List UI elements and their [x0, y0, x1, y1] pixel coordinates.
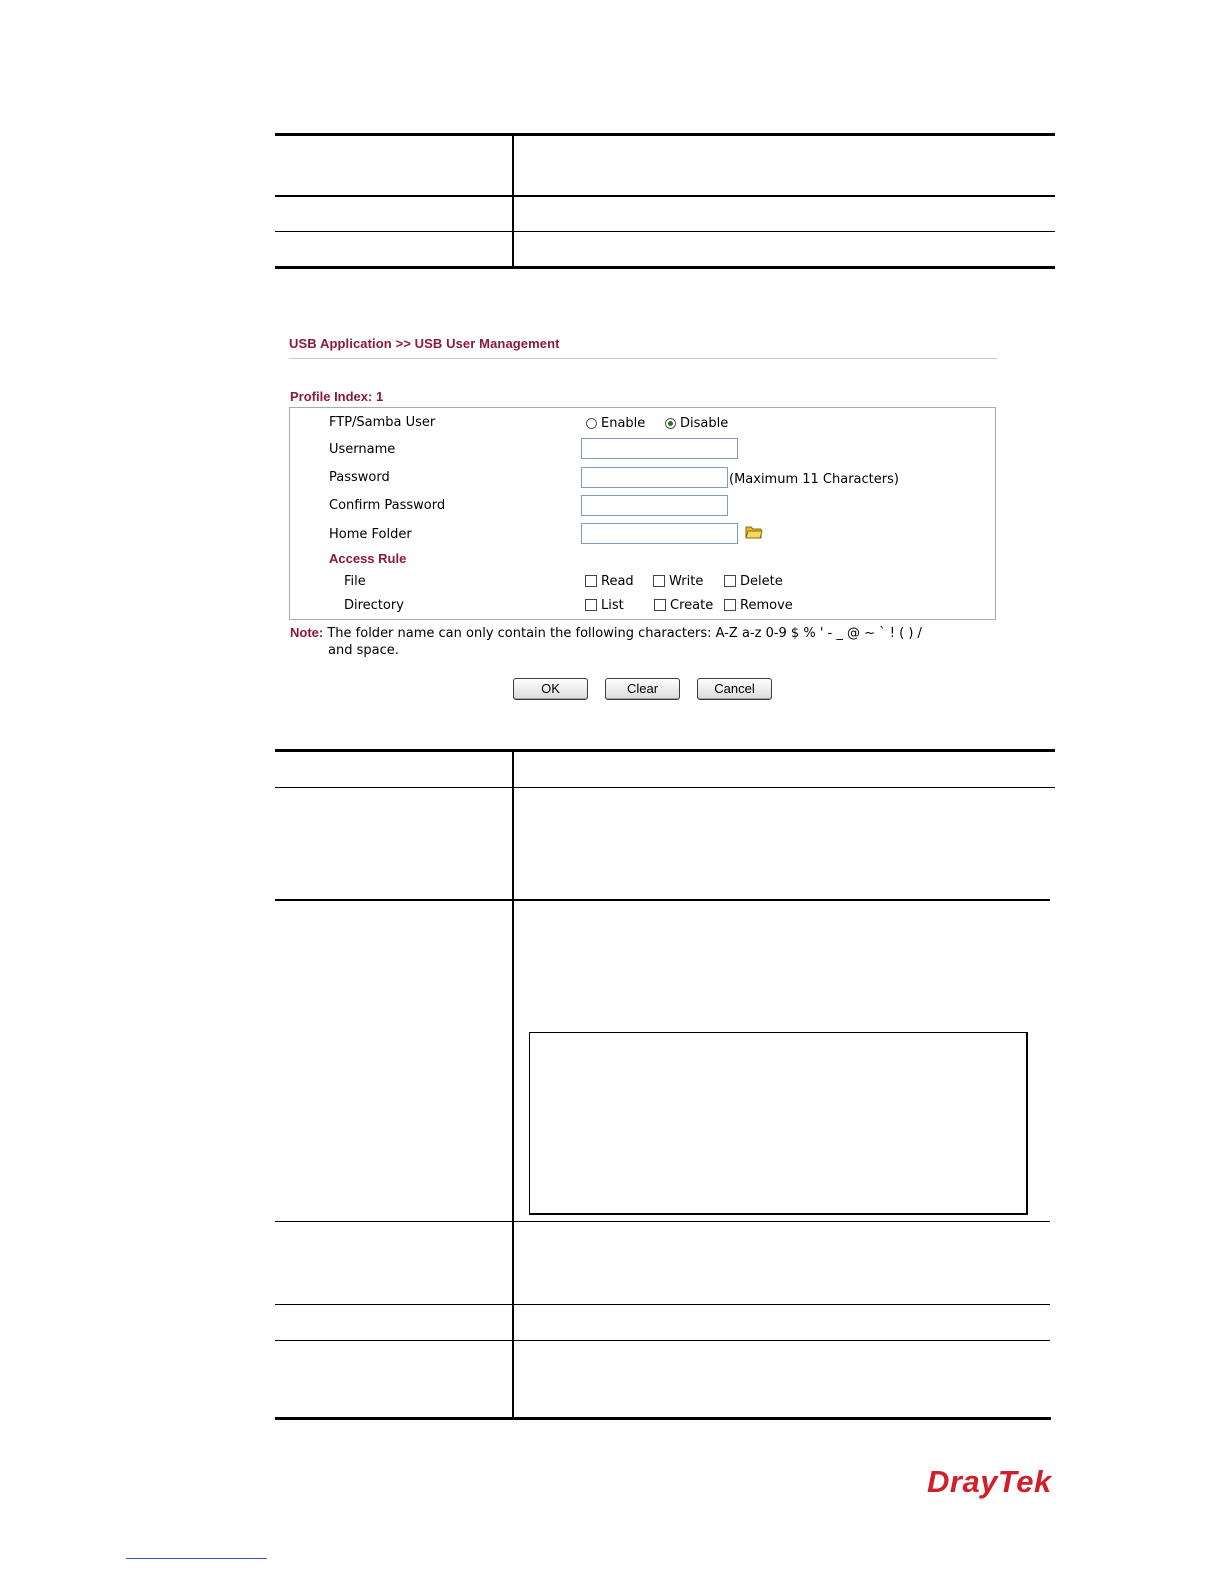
directory-list-checkbox[interactable]: [585, 599, 597, 611]
top-table-row-divider: [275, 195, 1055, 197]
home-folder-input[interactable]: [581, 523, 738, 544]
file-write-label[interactable]: Write: [669, 574, 704, 589]
folder-name-note: [290, 624, 990, 659]
folder-icon[interactable]: [745, 524, 763, 540]
password-label: Password: [329, 470, 390, 485]
cancel-button[interactable]: Cancel: [697, 678, 772, 700]
top-table-bottom-border: [275, 266, 1055, 269]
disable-radio-label[interactable]: Disable: [680, 416, 729, 431]
disable-radio[interactable]: [665, 418, 676, 429]
directory-create-checkbox[interactable]: [654, 599, 666, 611]
file-read-checkbox[interactable]: [585, 575, 597, 587]
bottom-table-row-divider: [275, 1221, 1050, 1222]
clear-button[interactable]: Clear: [605, 678, 680, 700]
profile-index-title: Profile Index: 1: [290, 389, 384, 404]
note-label: Note:: [290, 625, 324, 640]
bottom-table-row-divider: [275, 1340, 1050, 1341]
ok-button[interactable]: OK: [513, 678, 588, 700]
bottom-table-row-divider: [275, 899, 1050, 901]
directory-label: Directory: [344, 598, 404, 613]
enable-radio-label[interactable]: Enable: [601, 416, 646, 431]
password-hint: (Maximum 11 Characters): [729, 472, 899, 487]
file-delete-label[interactable]: Delete: [740, 574, 783, 589]
enable-radio[interactable]: [586, 418, 597, 429]
breadcrumb: USB Application >> USB User Management: [289, 336, 560, 351]
file-write-checkbox[interactable]: [653, 575, 665, 587]
access-rule-heading: Access Rule: [329, 551, 407, 566]
directory-list-label[interactable]: List: [601, 598, 624, 613]
username-input[interactable]: [581, 438, 738, 459]
bottom-table-column-divider: [512, 749, 514, 1420]
footer-link-underline[interactable]: [126, 1558, 267, 1559]
note-frame: [529, 1032, 1028, 1215]
bottom-table-row-divider: [275, 1304, 1050, 1305]
bottom-table-top-border: [275, 749, 1055, 752]
password-input[interactable]: [581, 467, 728, 488]
breadcrumb-divider: [289, 358, 997, 359]
directory-create-label[interactable]: Create: [670, 598, 714, 613]
top-table-column-divider: [512, 133, 514, 269]
bottom-table-row-divider: [275, 787, 1055, 788]
file-read-label[interactable]: Read: [601, 574, 634, 589]
file-label: File: [344, 574, 366, 589]
file-delete-checkbox[interactable]: [724, 575, 736, 587]
top-table-row-divider: [275, 231, 1055, 232]
draytek-logo: DrayTek: [927, 1464, 1052, 1499]
ftp-samba-user-label: FTP/Samba User: [329, 415, 436, 430]
directory-remove-checkbox[interactable]: [724, 599, 736, 611]
confirm-password-input[interactable]: [581, 495, 728, 516]
confirm-password-label: Confirm Password: [329, 498, 446, 513]
note-text: The folder name can only contain the following characters: A-Z a-z 0-9 $ % ' - _ @ ~ ` ! ( ) /: [327, 626, 922, 641]
home-folder-label: Home Folder: [329, 527, 412, 542]
note-text-continued: and space.: [328, 643, 399, 658]
directory-remove-label[interactable]: Remove: [740, 598, 793, 613]
bottom-table-bottom-border: [275, 1417, 1051, 1420]
username-label: Username: [329, 442, 396, 457]
top-table-top-border: [275, 133, 1055, 136]
